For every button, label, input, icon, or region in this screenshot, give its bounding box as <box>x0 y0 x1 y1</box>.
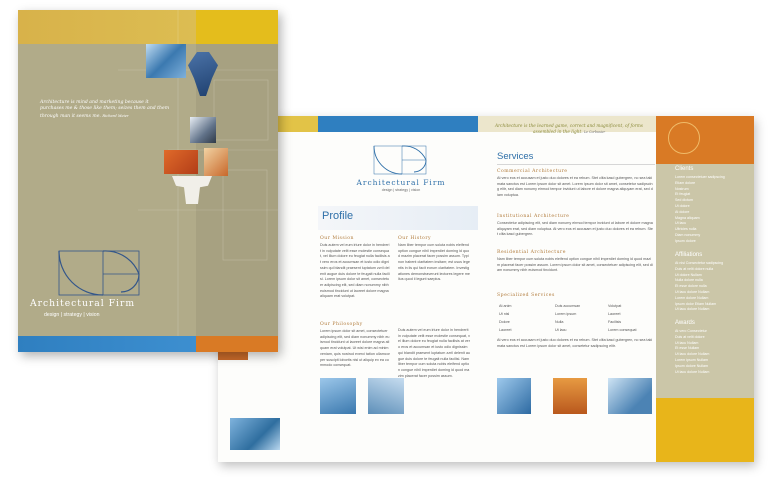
photo-glass-1 <box>230 418 280 450</box>
list-item: At vero Consectetur <box>675 329 707 333</box>
list-item: Ut lacu Nullam <box>675 340 699 345</box>
cover-tagline: design | strategy | vision <box>44 312 100 318</box>
list-item: Nostrum <box>675 186 689 191</box>
list-item: Etiam dolore <box>675 180 696 185</box>
list-item: Duis accumsan <box>555 304 581 308</box>
list-item: At nisi Consectetur sadipscing <box>675 261 724 265</box>
specialized-list-col-1 <box>499 302 512 334</box>
our-history-heading: Our History <box>398 236 432 241</box>
list-item: Nulla <box>555 320 564 324</box>
list-item: Ipsum dolor Etiam Nullam <box>675 301 717 306</box>
affiliations-heading: Affiliations <box>675 252 703 258</box>
awards-heading: Awards <box>675 320 695 326</box>
commercial-heading: Commercial Architecture <box>497 169 568 174</box>
list-item: Ut lacu dolore Nullam <box>675 289 710 294</box>
list-item: Ultricies nulla <box>675 227 697 232</box>
specialized-heading: Specialized Services <box>497 293 555 298</box>
services-quote-attribution: Le Corbusier <box>583 129 606 134</box>
list-item: Ut lacu dolore Nullam <box>675 307 710 312</box>
specialized-list-col-3 <box>608 302 637 334</box>
list-item: Ut dolore Nullam <box>675 272 702 277</box>
list-item: Ipsum dolore Nullam <box>675 363 708 368</box>
list-item: Lorem consequat <box>608 328 637 332</box>
services-divider <box>497 164 655 165</box>
list-item: Diam nonummy <box>675 232 701 237</box>
awards-list <box>675 329 709 375</box>
list-item: Nulla dolore nulla <box>675 278 703 283</box>
affiliations-list <box>675 261 723 313</box>
list-item: Et esse Nullam <box>675 346 700 351</box>
services-quote-text: Architecture is the learned game, correct and magnificent, of forms assembled in the light. <box>494 124 644 135</box>
specialized-list-col-2 <box>555 302 580 334</box>
list-item: Duis at velit dolore nulla <box>675 266 714 271</box>
list-item: Volutpat <box>608 304 622 308</box>
cover-quote <box>40 100 170 120</box>
our-history-text: Nam liber tempor cum soluta nobis eleifend option congue nihil imperdiet doming id quod mazim placerat facer possim assum. Typi non habent claritatem insitam; est usus legentis in iis qui facit eorum claritatem. Investigationes demonstraverunt lectores legere me lius quod ii legunt saepius. <box>398 243 470 282</box>
commercial-text: At vero eos et accusam et justo duo dolores et ea rebum. Stet clita kasd gubergren, no sea takimata sanctus est Lorem ipsum dolor sit amet. Lorem ipsum dolor sit amet, consetetur sadipscing elitr, sed diam nonumy eirmod tempor invidunt ut labore et dolore magna aliquyam erat, sed diam voluptua. <box>497 176 653 198</box>
list-item: Et esse dolore nulla <box>675 284 707 289</box>
services-title: Services <box>497 151 534 162</box>
cover-photo-glass <box>146 44 186 78</box>
list-item: Lorem dolore Nullam <box>675 295 709 300</box>
list-item: Ut nisl <box>499 312 510 316</box>
closing-text: At vero eos et accusam et justo duo dolores et ea rebum. Stet clita kasd gubergren, no sea takimata sanctus est Lorem ipsum dolor sit amet, consetetur sadipscing elitr. <box>497 338 653 348</box>
cover-photo-tower <box>190 117 216 143</box>
spiral-logo-icon <box>372 144 428 176</box>
list-item: Magna aliquam <box>675 215 700 220</box>
cover-firm-name: Architectural Firm <box>30 298 136 309</box>
profile-title: Profile <box>322 210 354 222</box>
clients-list <box>675 175 725 245</box>
our-philosophy-heading: Our Philosophy <box>320 322 363 327</box>
list-item: Lorem ipsum Nullam <box>675 357 708 362</box>
our-mission-heading: Our Mission <box>320 236 354 241</box>
cover-spiral-logo-icon <box>58 250 140 296</box>
residential-heading: Residential Architecture <box>497 250 566 255</box>
photo-orange-facade <box>553 378 587 414</box>
list-item: Dolore <box>499 320 510 324</box>
panel-bottom-yellow-block <box>656 398 754 462</box>
inside-firm-name: Architectural Firm <box>356 178 446 187</box>
our-mission-text: Duis autem vel eum iriure dolor in hendrerit in vulputate velit esse molestie consequat, vel illum dolore eu feugiat nulla facilisis at vero eros et accumsan et iusto odio dignissim qui blandit praesent luptatum zzril delenit augue duis dolore te feugait nulla facilisi. Lorem ipsum dolor sit amet, consectetuer adipiscing elit, sed diam nonummy nibh euismod tincidunt ut laoreet dolore magna aliquam erat volutpat. <box>320 243 390 299</box>
inside-tagline: design | strategy | vision <box>381 188 421 192</box>
photo-glass-4 <box>497 378 531 414</box>
cover-photo-orange <box>204 148 228 176</box>
institutional-text: Consectetur adipiscing elit, sed diam nonumy eirmod tempor invidunt ut labore et dolore magna aliquyam erat, sed diam voluptua. At vero eos et accusam et justo duo dolores et ea rebum. Stet clita kasd gubergren. <box>497 221 653 237</box>
photo-glass-5 <box>608 378 652 414</box>
our-philosophy-text: Lorem ipsum dolor sit amet, consectetuer adipiscing elit, sed diam nonummy nibh euismod tincidunt ut laoreet dolore magna aliquam erat volutpat. Ut wisi enim ad minim veniam, quis nostrud exerci tation ullamcorper suscipit lobortis nisl ut aliquip ex ea commodo consequat. <box>320 329 390 368</box>
list-item: Duis at velit dolore <box>675 334 705 339</box>
photo-glass-2 <box>320 378 356 414</box>
list-item: At anim <box>499 304 512 308</box>
photo-glass-3 <box>368 378 404 414</box>
list-item: Laoreet <box>608 312 621 316</box>
cover-photo-red <box>164 150 198 174</box>
orange-ornament-icon <box>668 122 700 154</box>
clients-heading: Clients <box>675 166 694 172</box>
top-band-blue <box>318 116 478 132</box>
list-item: Sed dictum <box>675 198 693 203</box>
institutional-heading: Institutional Architecture <box>497 214 570 219</box>
cover-quote-attribution: Richard Meier <box>102 113 129 118</box>
residential-text: Nam liber tempor cum soluta nobis eleifend option congue nihil imperdiet doming id quod mazim placerat facer possim assum. Lorem ipsum dolor sit amet, consectetuer adipiscing elit, sed diam nonummy nibh euismod tincidunt. <box>497 257 653 273</box>
list-item: Facilisis <box>608 320 622 324</box>
column-text: Duis autem vel eum iriure dolor in hendrerit in vulputate velit esse molestie consequat, vel illum dolore eu feugiat nulla facilisis at vero eros et accumsan et iusto odio dignissim qui blandit praesent luptatum zzril delenit augue duis dolore te feugait nulla facilisi. Nam liber tempor cum soluta nobis eleifend option congue nihil imperdiet doming id quod mazim placerat facer possim assum. <box>398 328 470 378</box>
list-item: Et feugiat <box>675 192 691 197</box>
list-item: Lorem consectetuer sadipscing <box>675 175 725 179</box>
list-item: Ut lacu dolore Nullam <box>675 369 710 374</box>
list-item: Ut lacu <box>675 221 687 226</box>
list-item: Ut dolore <box>675 203 690 208</box>
list-item: Ut lacu dolore Nullam <box>675 352 710 357</box>
list-item: Ut lacu <box>555 328 567 332</box>
list-item: At dolore <box>675 209 690 214</box>
services-quote <box>484 124 654 136</box>
list-item: Ipsum dolore <box>675 238 696 243</box>
list-item: Lorem ipsum <box>555 312 577 316</box>
cover-quote-text: Architecture is mind and marketing because it purchases me & those like them; seizes them and them through man it seems me. <box>40 100 170 119</box>
list-item: Laoreet <box>499 328 512 332</box>
